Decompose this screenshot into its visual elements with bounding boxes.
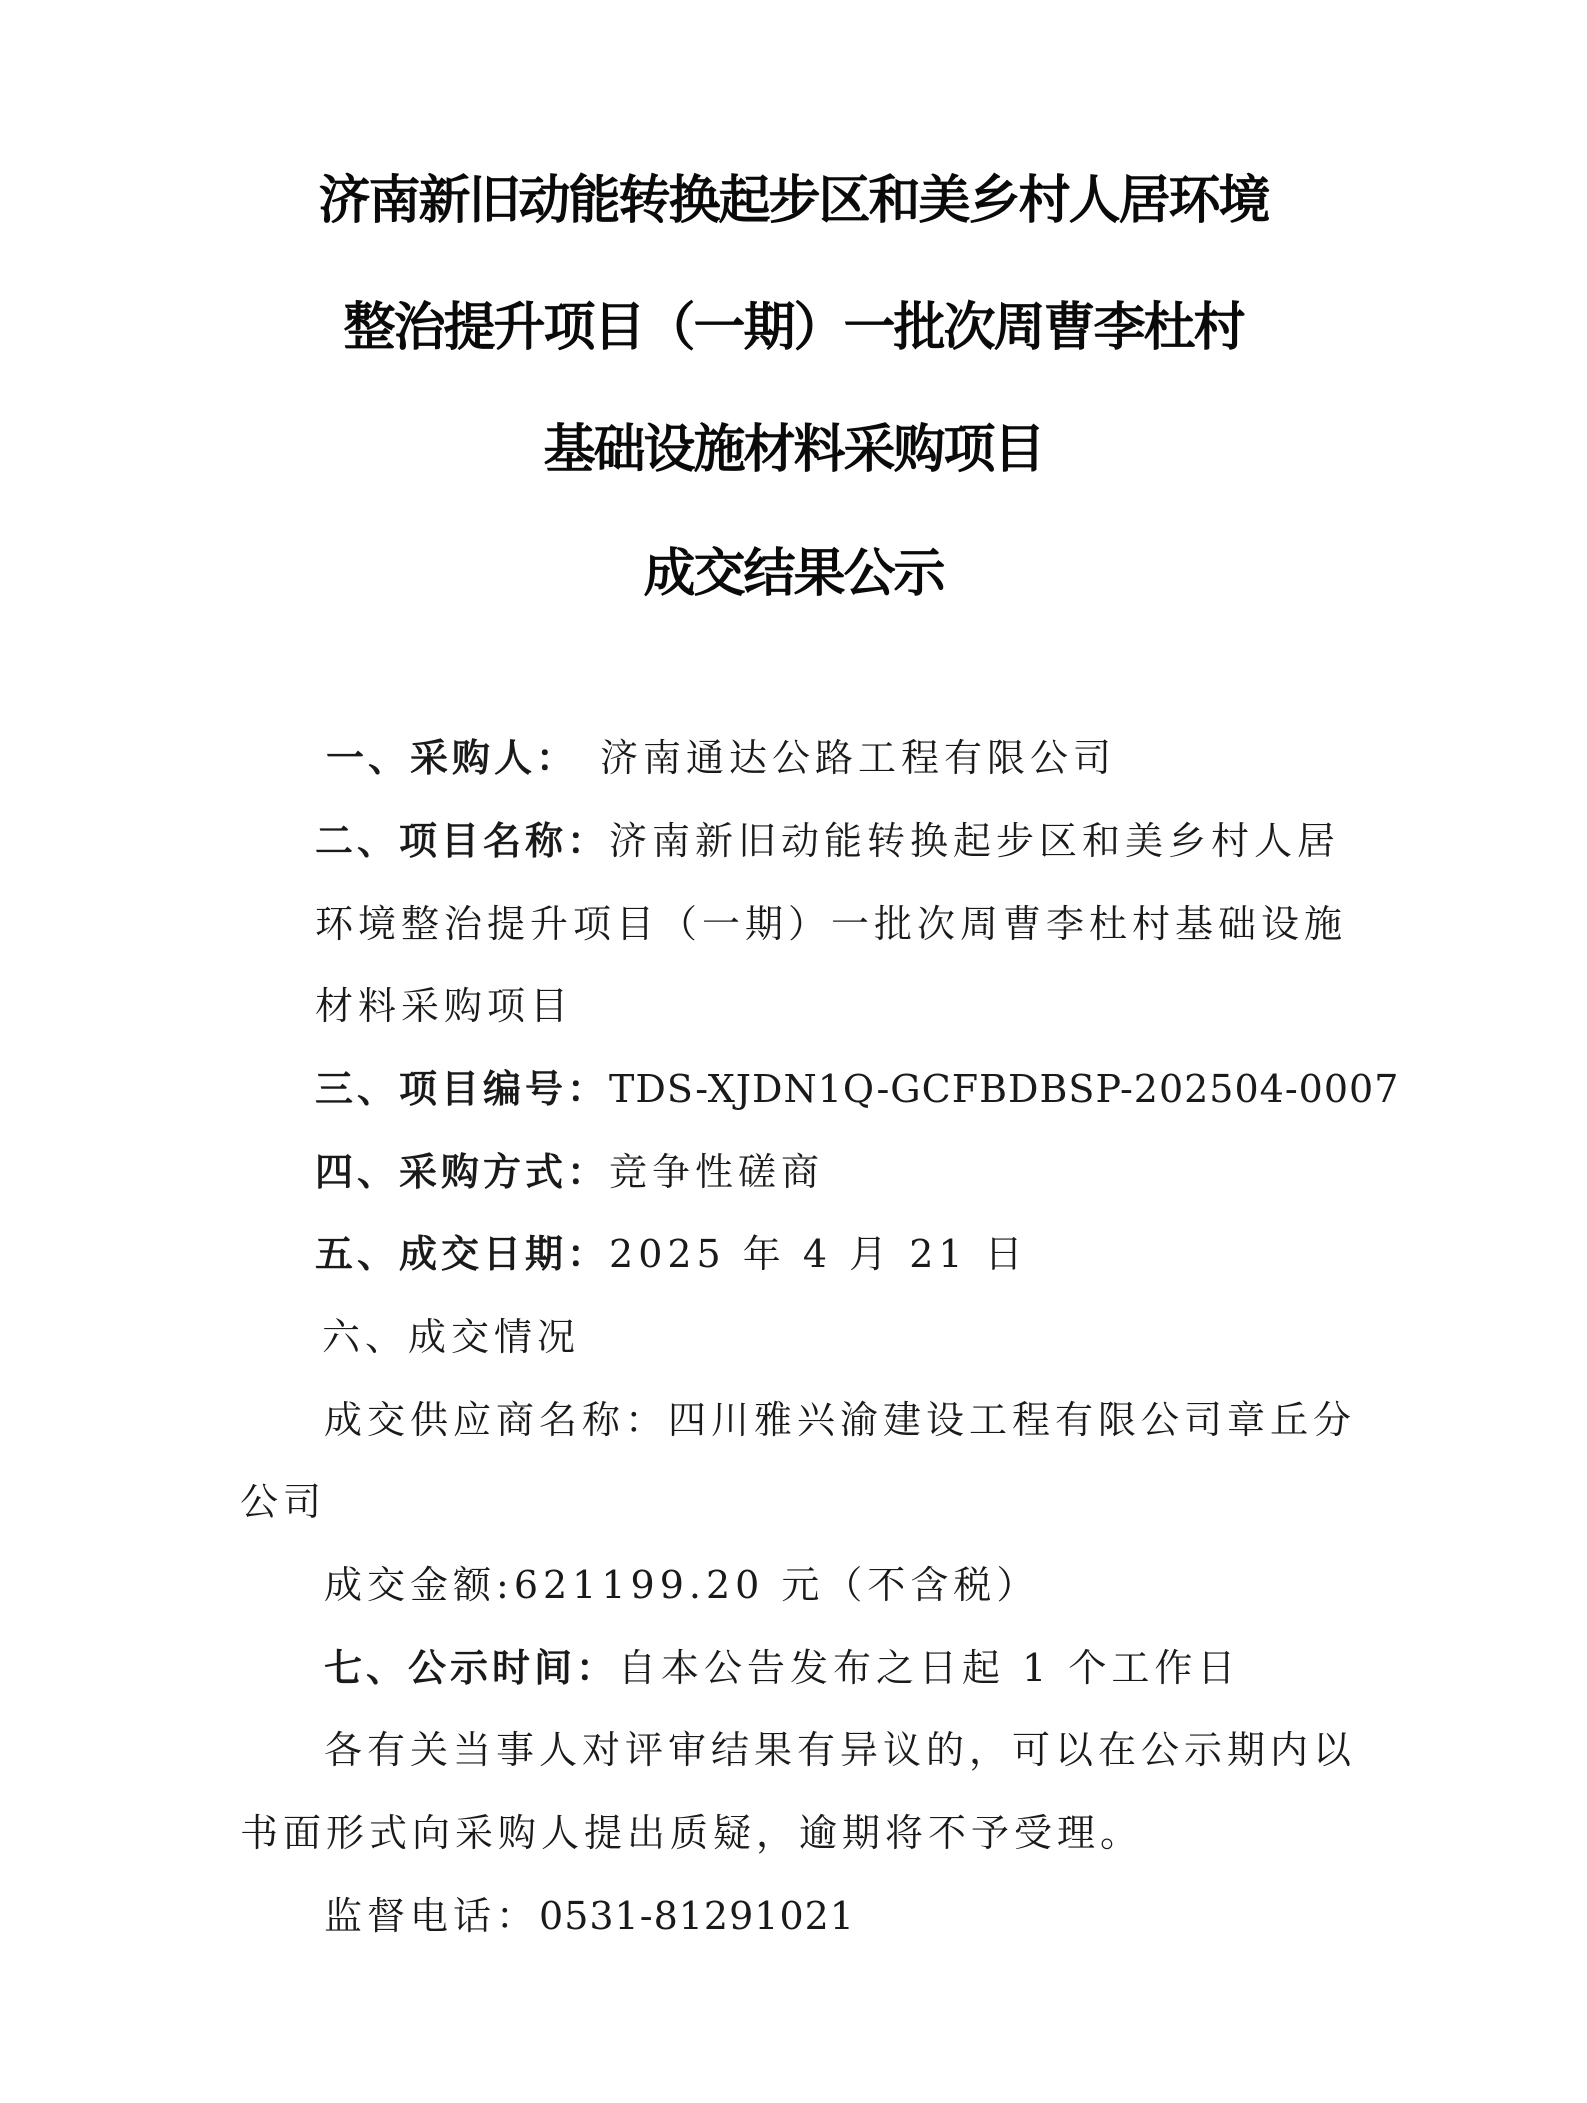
procurement-method-value: 竞争性磋商	[609, 1150, 825, 1194]
project-name-value-1: 济南新旧动能转换起步区和美乡村人居	[609, 819, 1341, 863]
amount-row	[324, 1554, 1039, 1609]
supervision-row	[324, 1885, 855, 1940]
supplier-value-1: 四川雅兴渝建设工程有限公司章丘分	[668, 1398, 1357, 1442]
project-name-value-3: 材料采购项目	[315, 984, 574, 1028]
amount-value: 621199.20 元（不含税）	[513, 1563, 1040, 1607]
project-name-value-2: 环境整治提升项目（一期）一批次周曹李杜村基础设施	[315, 902, 1348, 946]
amount-label: 成交金额:	[324, 1563, 514, 1607]
project-name-label: 二、项目名称：	[315, 819, 610, 863]
title-line-1: 济南新旧动能转换起步区和美乡村人居环境	[318, 171, 1269, 231]
deal-date-row	[315, 1223, 1028, 1278]
supervision-value: 0531-81291021	[539, 1894, 855, 1938]
purchaser-row	[326, 727, 1116, 782]
supplier-row	[324, 1389, 1356, 1444]
notice-period-value: 自本公告发布之日起 1 个工作日	[618, 1646, 1241, 1690]
supplier-label: 成交供应商名称：	[324, 1398, 669, 1442]
notice-period-label: 七、公示时间：	[324, 1646, 619, 1690]
project-number-label: 三、项目编号：	[315, 1067, 610, 1111]
supervision-label: 监督电话：	[324, 1894, 540, 1938]
procurement-method-label: 四、采购方式：	[315, 1150, 610, 1194]
procurement-method-row	[315, 1141, 824, 1196]
project-number-row	[315, 1058, 1399, 1113]
deal-date-label: 五、成交日期：	[315, 1232, 610, 1276]
objection-line-1: 各有关当事人对评审结果有异议的，可以在公示期内以	[324, 1728, 1357, 1772]
objection-line-2: 书面形式向采购人提出质疑，逾期将不予受理。	[240, 1811, 1144, 1855]
title-line-3: 基础设施材料采购项目	[543, 420, 1044, 480]
project-number-value: TDS-XJDN1Q-GCFBDBSP-202504-0007	[609, 1067, 1400, 1111]
title-line-2: 整治提升项目（一期）一批次周曹李杜村	[343, 298, 1244, 358]
purchaser-label: 一、采购人：	[326, 736, 579, 780]
project-name-row	[315, 810, 1340, 865]
notice-period-row	[324, 1637, 1240, 1692]
deal-info-heading: 六、成交情况	[322, 1315, 581, 1359]
purchaser-value: 济南通达公路工程有限公司	[600, 736, 1117, 780]
supplier-value-2: 公司	[240, 1480, 327, 1524]
deal-date-value: 2025 年 4 月 21 日	[609, 1232, 1028, 1276]
title-line-4: 成交结果公示	[643, 544, 944, 604]
